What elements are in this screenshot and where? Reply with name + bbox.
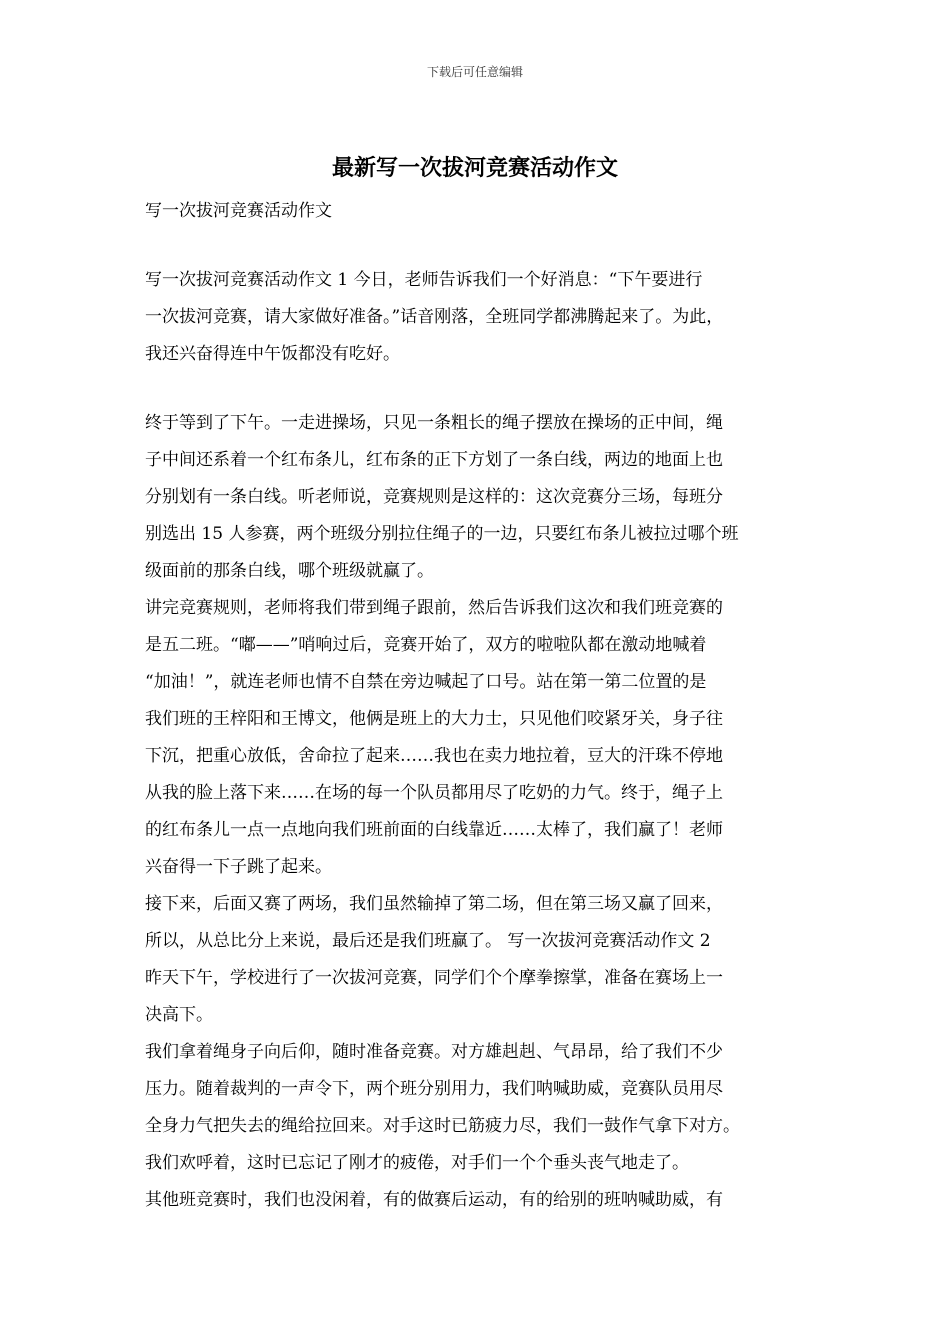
text-line: 终于等到了下午。一走进操场，只见一条粗长的绳子摆放在操场的正中间，绳 xyxy=(145,413,723,433)
document-subtitle: 写一次拔河竞赛活动作文 xyxy=(145,201,332,221)
text-line: 写一次拔河竞赛活动作文 1 今日，老师告诉我们一个好消息：“下午要进行 xyxy=(145,270,703,290)
text-line: 我还兴奋得连中午饭都没有吃好。 xyxy=(145,344,400,364)
text-line: 讲完竞赛规则，老师将我们带到绳子跟前，然后告诉我们这次和我们班竞赛的 xyxy=(145,598,723,618)
text-line: 的红布条儿一点一点地向我们班前面的白线靠近……太棒了，我们赢了！老师 xyxy=(145,820,723,840)
text-line: 我们班的王梓阳和王博文，他俩是班上的大力士，只见他们咬紧牙关，身子往 xyxy=(145,709,723,729)
header-note: 下载后可任意编辑 xyxy=(426,65,523,79)
text-line: 全身力气把失去的绳给拉回来。对手这时已筋疲力尽，我们一鼓作气拿下对方。 xyxy=(145,1116,740,1136)
text-line: “加油！”，就连老师也情不自禁在旁边喊起了口号。站在第一第二位置的是 xyxy=(145,672,707,692)
text-line: 我们拿着绳身子向后仰，随时准备竞赛。对方雄赳赳、气昂昂，给了我们不少 xyxy=(145,1042,723,1062)
text-line xyxy=(145,1219,825,1256)
text-line: 兴奋得一下子跳了起来。 xyxy=(145,857,332,877)
text-line: 子中间还系着一个红布条儿，红布条的正下方划了一条白线，两边的地面上也 xyxy=(145,450,723,470)
text-line: 级面前的那条白线，哪个班级就赢了。 xyxy=(145,561,434,581)
text-line: 我们欢呼着，这时已忘记了刚才的疲倦，对手们一个个垂头丧气地走了。 xyxy=(145,1153,689,1173)
text-line: 所以，从总比分上来说，最后还是我们班赢了。 写一次拔河竞赛活动作文 2 xyxy=(145,931,711,951)
paragraph-2 xyxy=(145,405,825,1256)
text-line: 一次拔河竞赛，请大家做好准备。”话音刚落，全班同学都沸腾起来了。为此， xyxy=(145,307,724,327)
text-line: 别选出 15 人参赛，两个班级分别拉住绳子的一边，只要红布条儿被拉过哪个班 xyxy=(145,524,739,544)
text-line: 下沉，把重心放低，舍命拉了起来……我也在卖力地拉着，豆大的汗珠不停地 xyxy=(145,746,723,766)
text-line: 接下来，后面又赛了两场，我们虽然输掉了第二场，但在第三场又赢了回来， xyxy=(145,894,723,914)
text-line: 从我的脸上落下来……在场的每一个队员都用尽了吃奶的力气。终于，绳子上 xyxy=(145,783,723,803)
text-line: 分别划有一条白线。听老师说，竞赛规则是这样的：这次竞赛分三场，每班分 xyxy=(145,487,723,507)
text-line: 其他班竞赛时，我们也没闲着，有的做赛后运动，有的给别的班呐喊助威，有 xyxy=(145,1190,723,1210)
text-line: 昨天下午，学校进行了一次拔河竞赛，同学们个个摩拳擦掌，准备在赛场上一 xyxy=(145,968,723,988)
document-title: 最新写一次拔河竞赛活动作文 xyxy=(331,155,618,181)
text-line: 决高下。 xyxy=(145,1005,213,1025)
text-line: 压力。随着裁判的一声令下，两个班分别用力，我们呐喊助威，竞赛队员用尽 xyxy=(145,1079,723,1099)
text-line: 是五二班。“嘟——”哨响过后，竞赛开始了，双方的啦啦队都在激动地喊着 xyxy=(145,635,707,655)
paragraph-1 xyxy=(145,262,825,373)
